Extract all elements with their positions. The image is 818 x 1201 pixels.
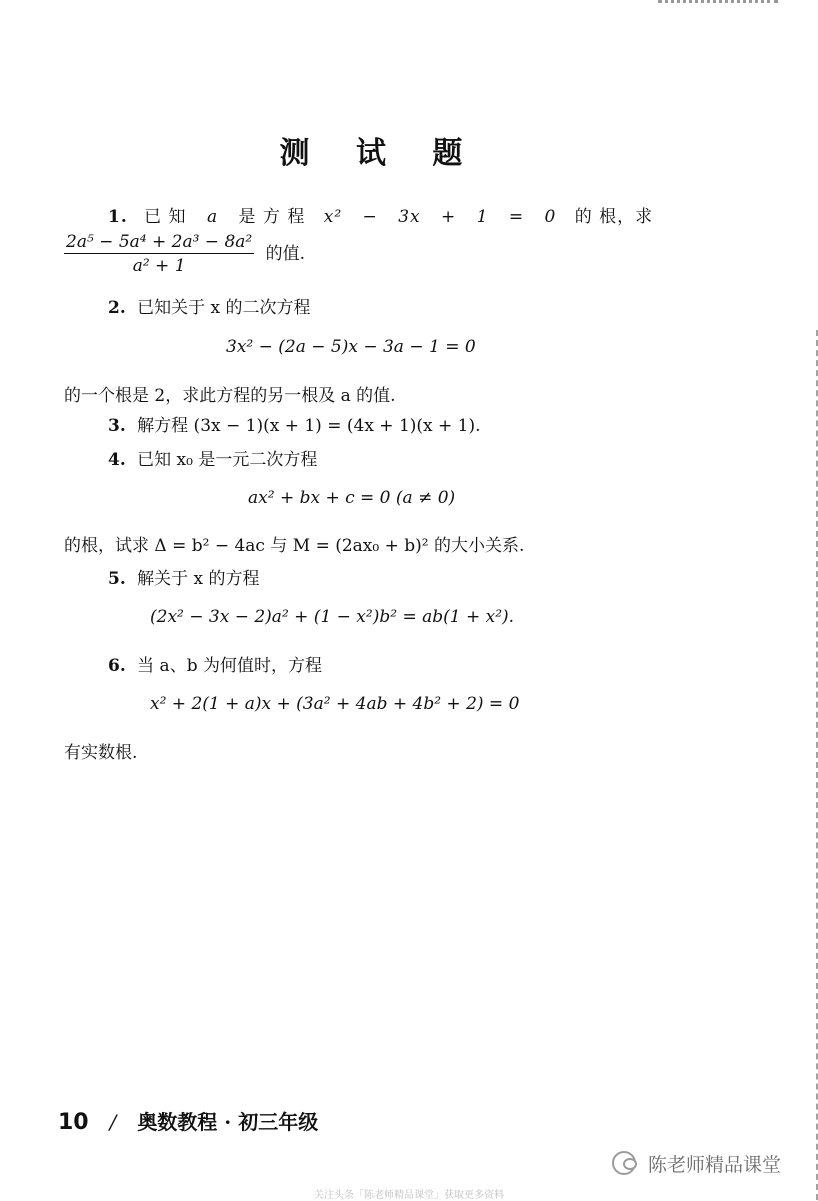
problem-6-follow: 有实数根. [64,743,138,763]
problem-1-equation: x² − 3x + 1 = 0 [323,207,557,227]
problem-1-is-root: 是 方 程 [238,207,306,227]
problem-6-text: 当 a、b 为何值时，方程 [137,656,322,676]
problem-2-line [108,293,311,318]
problem-4-number: 4. [108,450,126,470]
book-title: 奥数教程 · 初三年级 [137,1110,319,1134]
problem-2-number: 2. [108,298,126,318]
watermark [612,1150,781,1177]
problem-3-number: 3. [108,416,126,436]
page-footer [58,1106,318,1135]
scan-edge-right [802,330,818,1200]
watermark-brand: 陈老师精品课堂 [648,1154,782,1176]
problem-2-equation: 3x² − (2a − 5)x − 3a − 1 = 0 [226,337,476,357]
problem-3-line [108,411,481,436]
problem-6-line [108,651,322,676]
problem-4-text: 已知 x₀ 是一元二次方程 [137,450,318,470]
problem-1-var: a [206,207,219,227]
problem-1-line [108,202,653,227]
problem-5-text: 解关于 x 的方程 [137,569,260,589]
scan-edge-top [658,0,778,6]
problem-2-text: 已知关于 x 的二次方程 [137,298,311,318]
problem-5-number: 5. [108,569,126,589]
problem-1-fraction [64,232,254,276]
problem-5-equation: (2x² − 3x − 2)a² + (1 − x²)b² = ab(1 + x²). [150,607,515,627]
page-number: 10 [58,1110,89,1135]
problem-1-fraction-line [64,232,305,276]
problem-3-text: 解方程 (3x − 1)(x + 1) = (4x + 1)(x + 1). [137,416,481,436]
problem-4-line [108,445,317,470]
problem-2-follow: 的一个根是 2，求此方程的另一根及 a 的值. [64,386,396,406]
fraction-numerator: 2a⁵ − 5a⁴ + 2a³ − 8a² [66,232,253,252]
problem-6-number: 6. [108,656,126,676]
wechat-icon [612,1151,636,1175]
problem-5-line [108,564,260,589]
page-title: 测 试 题 [279,136,481,171]
problem-1-after: 的值. [265,243,306,264]
watermark-bottom-note: 关注头条「陈老师精品课堂」获取更多资料 [314,1190,504,1201]
problem-1-number: 1. [108,207,128,227]
problem-6-equation: x² + 2(1 + a)x + (3a² + 4ab + 4b² + 2) = 0 [150,694,520,714]
problem-1-tail: 的 根，求 [574,207,654,227]
footer-slash: / [109,1110,117,1134]
problem-1-intro: 已 知 [144,207,187,227]
fraction-denominator: a² + 1 [132,256,186,276]
problem-4-follow: 的根，试求 Δ = b² − 4ac 与 M = (2ax₀ + b)² 的大小关系. [64,536,525,556]
problem-4-equation: ax² + bx + c = 0 (a ≠ 0) [248,488,456,508]
